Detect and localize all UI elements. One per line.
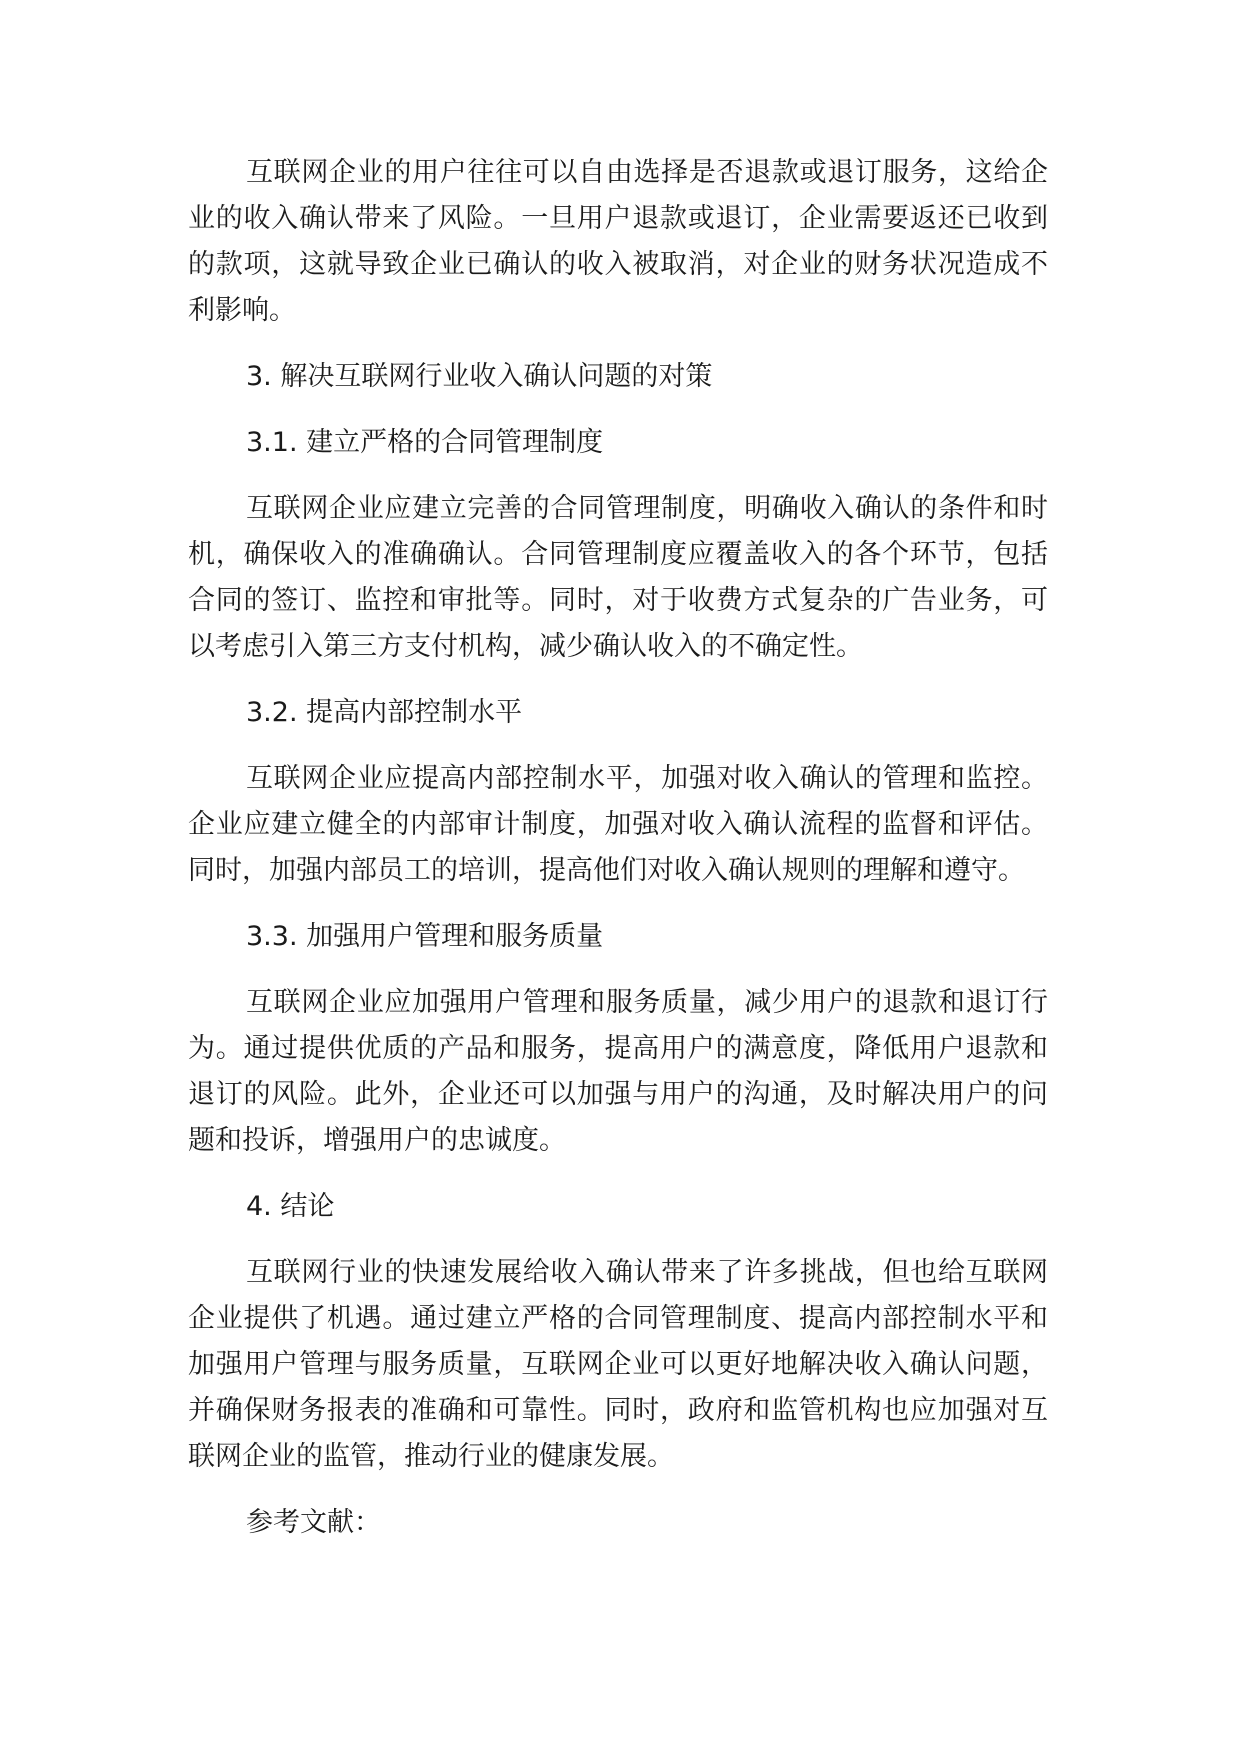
section-heading-4: 4. 结论 <box>246 1191 335 1222</box>
section-heading-3: 3. 解决互联网行业收入确认问题的对策 <box>246 361 713 392</box>
subsection-heading-3-1: 3.1. 建立严格的合同管理制度 <box>246 427 604 458</box>
paragraph-conclusion: 互联网行业的快速发展给收入确认带来了许多挑战，但也给互联网企业提供了机遇。通过建立严格的合同管理制度、提高内部控制水平和加强用户管理与服务质量，互联网企业可以更好地解决收入确认问题，并确保财务报表的准确和可靠性。同时，政府和监管机构也应加强对互联网企业的监管，推动行业的健康发展。 <box>188 1257 1048 1472</box>
document-page <box>188 150 1048 1566</box>
paragraph-refund-risk: 互联网企业的用户往往可以自由选择是否退款或退订服务，这给企业的收入确认带来了风险。一旦用户退款或退订，企业需要返还已收到的款项，这就导致企业已确认的收入被取消，对企业的财务状况造成不利影响。 <box>188 157 1048 326</box>
paragraph-contract-management: 互联网企业应建立完善的合同管理制度，明确收入确认的条件和时机，确保收入的准确确认。合同管理制度应覆盖收入的各个环节，包括合同的签订、监控和审批等。同时，对于收费方式复杂的广告业务，可以考虑引入第三方支付机构，减少确认收入的不确定性。 <box>188 493 1048 662</box>
paragraph-user-management: 互联网企业应加强用户管理和服务质量，减少用户的退款和退订行为。通过提供优质的产品和服务，提高用户的满意度，降低用户退款和退订的风险。此外，企业还可以加强与用户的沟通，及时解决用户的问题和投诉，增强用户的忠诚度。 <box>188 987 1048 1156</box>
subsection-heading-3-2: 3.2. 提高内部控制水平 <box>246 697 523 728</box>
subsection-heading-3-3: 3.3. 加强用户管理和服务质量 <box>246 921 604 952</box>
paragraph-internal-control: 互联网企业应提高内部控制水平，加强对收入确认的管理和监控。企业应建立健全的内部审计制度，加强对收入确认流程的监督和评估。同时，加强内部员工的培训，提高他们对收入确认规则的理解和遵守。 <box>188 763 1048 886</box>
references-heading: 参考文献： <box>246 1507 381 1538</box>
